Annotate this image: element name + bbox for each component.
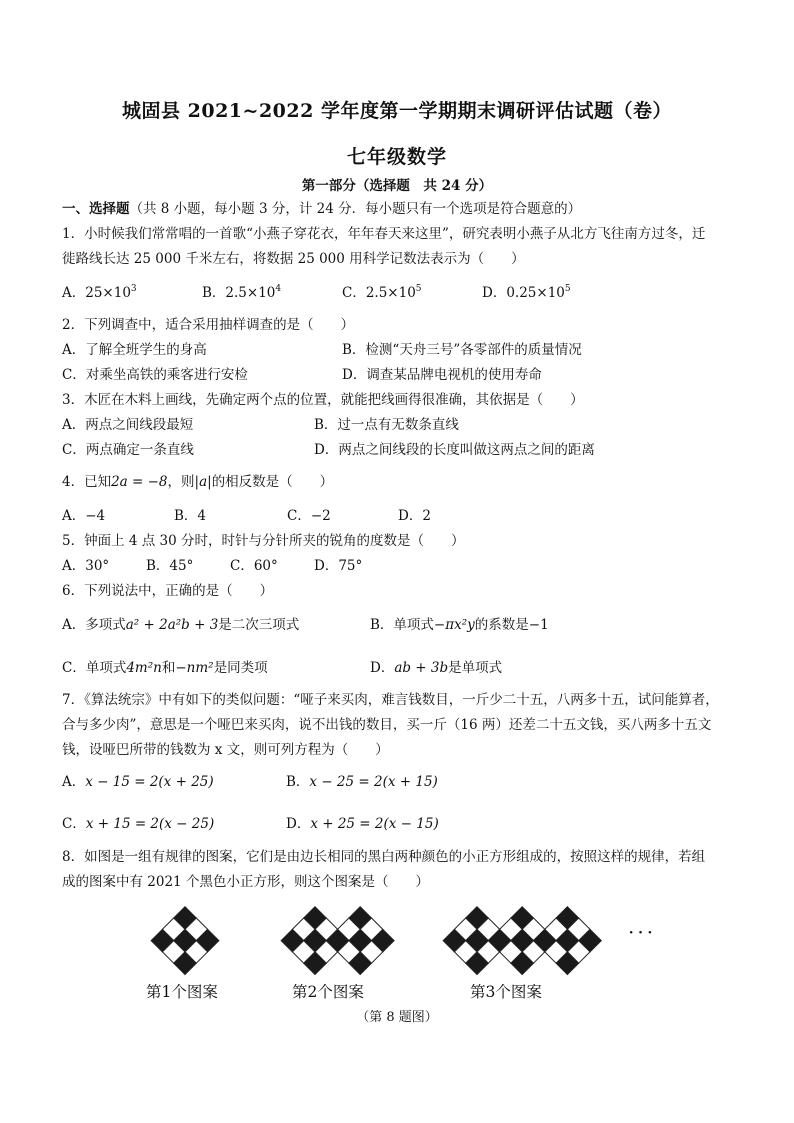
pattern-2 — [281, 907, 394, 975]
q1-option-c: C．$2.5\times 10^5$ — [342, 284, 422, 301]
q8-stem-line1: 8．如图是一组有规律的图案，它们是由边长相同的黑白两种颜色的小正方形组成的，按照这样的规律，若组 — [62, 849, 706, 865]
q3-option-c: C．两点确定一条直线 — [62, 442, 194, 458]
q2-option-b: B．检测“天舟三号”各零部件的质量情况 — [342, 342, 582, 358]
pattern-ellipsis: ··· — [628, 920, 657, 944]
q4-option-b: B．4 — [174, 508, 207, 524]
q1-stem-line1: 1．小时候我们常常唱的一首歌“小燕子穿花衣，年年春天来这里”，研究表明小燕子从北方飞往南方过冬，迁 — [62, 226, 706, 242]
section-label: 一、选择题 — [62, 201, 130, 217]
q6-option-a: A．多项式a² + 2a²b + 3是二次三项式 — [62, 617, 300, 633]
q7-stem-line2: 合与多少肉”，意思是一个哑巴来买肉，说不出钱的数目，买一斤（16 两）还差二十五文钱，买八两多十五文 — [62, 717, 712, 733]
figure-caption: （第 8 题图） — [356, 1010, 438, 1025]
q5-option-a: A．30° — [62, 558, 110, 574]
q2-option-c: C．对乘坐高铁的乘客进行安检 — [62, 367, 248, 383]
q5-stem: 5．钟面上 4 点 30 分时，时针与分针所夹的锐角的度数是（ ） — [62, 533, 465, 549]
section-rule: （共 8 小题，每小题 3 分，计 24 分．每小题只有一个选项是符合题意的） — [129, 201, 582, 217]
q7-stem-line1: 7．《算法统宗》中有如下的类似问题：“哑子来买肉，难言钱数目，一斤少二十五，八两多十五，试问能算者， — [62, 692, 719, 708]
q3-stem: 3．木匠在木料上画线，先确定两个点的位置，就能把线画得很准确，其依据是（ ） — [62, 392, 584, 408]
q5-option-d: D．75° — [314, 558, 363, 574]
pattern-2-label: 第2个图案 — [292, 983, 364, 1001]
q4-stem: 4．已知2a = −8，则|a|的相反数是（ ） — [62, 474, 334, 490]
q4-option-c: C．−2 — [287, 508, 331, 524]
q8-stem-line2: 成的图案中有 2021 个黑色小正方形，则这个图案是（ ） — [62, 874, 429, 890]
q3-option-b: B．过一点有无数条直线 — [314, 417, 459, 433]
q3-option-a: A．两点之间线段最短 — [62, 417, 194, 433]
q2-stem: 2．下列调查中，适合采用抽样调查的是（ ） — [62, 317, 355, 333]
q1-option-d: D．$0.25\times 10^5$ — [482, 284, 571, 301]
q7-option-d: D．x + 25 = 2(x − 15) — [286, 816, 439, 832]
q7-stem-line3: 钱，设哑巴所带的钱数为 x 文，则可列方程为（ ） — [62, 742, 389, 758]
q5-option-c: C．60° — [230, 558, 278, 574]
pattern-3 — [443, 907, 601, 975]
q1-option-a: A．$25\times 10^3$ — [62, 284, 137, 301]
q2-option-d: D．调查某品牌电视机的使用寿命 — [342, 367, 542, 383]
q4-equation: 2a = −8 — [111, 474, 168, 490]
pattern-3-label: 第3个图案 — [470, 983, 542, 1001]
pattern-1-label: 第1个图案 — [146, 983, 218, 1001]
q7-option-c: C．x + 15 = 2(x − 25) — [62, 816, 215, 832]
q6-option-b: B．单项式−πx²y的系数是−1 — [370, 617, 549, 633]
q6-option-c: C．单项式4m²n和−nm²是同类项 — [62, 660, 268, 676]
q3-option-d: D．两点之间线段的长度叫做这两点之间的距离 — [314, 442, 595, 458]
q4-option-a: A．−4 — [62, 508, 106, 524]
subject-title: 七年级数学 — [346, 146, 447, 168]
q6-option-d: D．ab + 3b是单项式 — [370, 660, 503, 676]
q4-absolute-value: |a| — [194, 474, 212, 490]
q5-option-b: B．45° — [146, 558, 194, 574]
q7-option-b: B．x − 25 = 2(x + 15) — [286, 774, 438, 790]
q1-stem-line2: 徙路线长达 25 000 千米左右，将数据 25 000 用科学记数法表示为（ ） — [62, 251, 525, 267]
section-heading — [62, 200, 581, 218]
q1-option-b: B．$2.5\times 10^4$ — [202, 284, 282, 301]
exam-title: 城固县 2021~2022 学年度第一学期期末调研评估试题（卷） — [122, 100, 672, 122]
q4-option-d: D．2 — [398, 508, 431, 524]
q7-option-a: A．x − 15 = 2(x + 25) — [62, 774, 214, 790]
q2-option-a: A．了解全班学生的身高 — [62, 342, 207, 358]
q6-stem: 6．下列说法中，正确的是（ ） — [62, 583, 274, 599]
pattern-1 — [151, 907, 219, 975]
part-title: 第一部分（选择题 共 24 分） — [301, 178, 493, 194]
